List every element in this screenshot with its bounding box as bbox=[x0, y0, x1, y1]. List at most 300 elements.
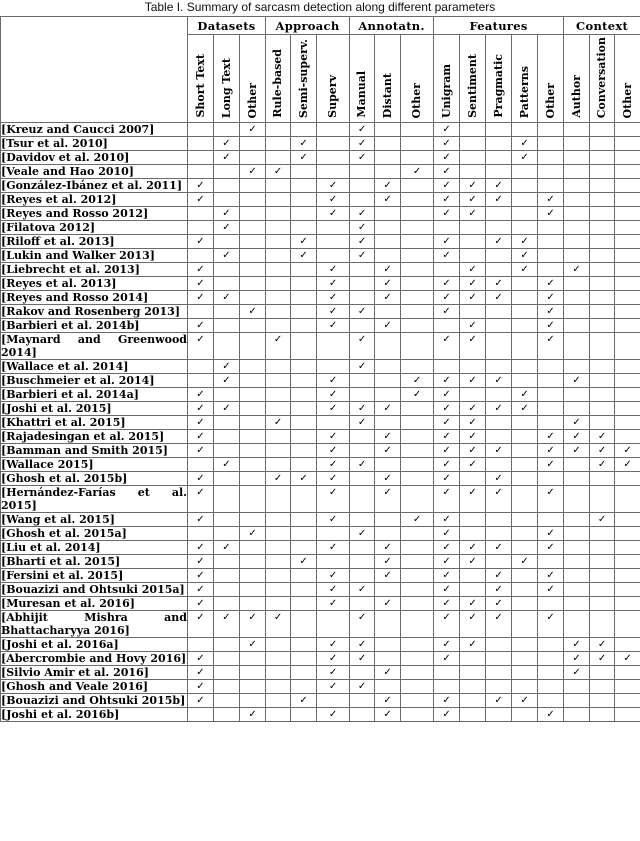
check-cell bbox=[266, 611, 291, 638]
check-cell bbox=[401, 652, 434, 666]
column-header-label: Rule-based bbox=[271, 49, 285, 118]
check-cell bbox=[317, 221, 350, 235]
check-cell bbox=[434, 597, 460, 611]
check-cell bbox=[564, 694, 590, 708]
check-cell bbox=[214, 694, 240, 708]
reference-cell: [Fersini et al. 2015] bbox=[1, 569, 188, 583]
check-cell bbox=[266, 555, 291, 569]
check-cell bbox=[350, 569, 375, 583]
check-cell bbox=[460, 597, 486, 611]
reference-cell: [Joshi et al. 2015] bbox=[1, 402, 188, 416]
check-cell bbox=[434, 333, 460, 360]
group-header-approach: Approach bbox=[266, 17, 350, 35]
check-cell bbox=[460, 179, 486, 193]
checkmark-icon: ✓ bbox=[273, 612, 283, 623]
check-cell bbox=[564, 597, 590, 611]
checkmark-icon: ✓ bbox=[546, 208, 555, 219]
check-cell bbox=[460, 360, 486, 374]
checkmark-icon: ✓ bbox=[572, 653, 581, 664]
check-cell bbox=[350, 680, 375, 694]
checkmark-icon: ✓ bbox=[383, 180, 392, 191]
checkmark-icon: ✓ bbox=[222, 208, 231, 219]
check-cell bbox=[240, 569, 266, 583]
check-cell bbox=[512, 416, 538, 430]
table-row bbox=[1, 207, 640, 221]
check-cell bbox=[375, 416, 401, 430]
check-cell bbox=[375, 583, 401, 597]
check-cell bbox=[538, 416, 564, 430]
check-cell bbox=[564, 680, 590, 694]
check-cell bbox=[590, 597, 615, 611]
check-cell bbox=[291, 165, 317, 179]
check-cell bbox=[350, 179, 375, 193]
check-cell bbox=[434, 611, 460, 638]
checkmark-icon: ✓ bbox=[546, 612, 555, 623]
table-row bbox=[1, 666, 640, 680]
checkmark-icon: ✓ bbox=[383, 695, 392, 706]
check-cell bbox=[538, 638, 564, 652]
checkmark-icon: ✓ bbox=[328, 208, 338, 219]
check-cell bbox=[590, 555, 615, 569]
check-cell bbox=[375, 430, 401, 444]
check-cell bbox=[214, 374, 240, 388]
check-cell bbox=[460, 458, 486, 472]
check-cell bbox=[375, 193, 401, 207]
check-cell bbox=[375, 277, 401, 291]
checkmark-icon: ✓ bbox=[357, 152, 367, 163]
check-cell bbox=[434, 472, 460, 486]
check-cell bbox=[291, 137, 317, 151]
check-cell bbox=[240, 402, 266, 416]
column-header-label: Sentiment bbox=[465, 54, 479, 118]
check-cell bbox=[214, 513, 240, 527]
check-cell bbox=[512, 597, 538, 611]
check-cell bbox=[564, 486, 590, 513]
column-header bbox=[486, 35, 512, 123]
check-cell bbox=[401, 416, 434, 430]
checkmark-icon: ✓ bbox=[328, 584, 338, 595]
check-cell bbox=[434, 666, 460, 680]
check-cell bbox=[317, 207, 350, 221]
check-cell bbox=[486, 291, 512, 305]
check-cell bbox=[240, 263, 266, 277]
check-cell bbox=[460, 151, 486, 165]
check-cell bbox=[434, 402, 460, 416]
check-cell bbox=[291, 235, 317, 249]
check-cell bbox=[240, 249, 266, 263]
table-row bbox=[1, 221, 640, 235]
table-row bbox=[1, 137, 640, 151]
check-cell bbox=[486, 541, 512, 555]
check-cell bbox=[317, 235, 350, 249]
column-header bbox=[564, 35, 590, 123]
check-cell bbox=[214, 652, 240, 666]
group-header-annotatn: Annotatn. bbox=[350, 17, 434, 35]
check-cell bbox=[214, 708, 240, 722]
table-row bbox=[1, 583, 640, 597]
check-cell bbox=[188, 333, 214, 360]
check-cell bbox=[240, 666, 266, 680]
check-cell bbox=[460, 694, 486, 708]
checkmark-icon: ✓ bbox=[357, 417, 367, 428]
table-body bbox=[1, 123, 640, 722]
check-cell bbox=[214, 305, 240, 319]
check-cell bbox=[266, 541, 291, 555]
checkmark-icon: ✓ bbox=[597, 514, 607, 525]
check-cell bbox=[214, 291, 240, 305]
check-cell bbox=[590, 235, 615, 249]
check-cell bbox=[486, 137, 512, 151]
table-row bbox=[1, 179, 640, 193]
check-cell bbox=[240, 597, 266, 611]
check-cell bbox=[214, 263, 240, 277]
check-cell bbox=[615, 402, 640, 416]
check-cell bbox=[564, 513, 590, 527]
check-cell bbox=[486, 165, 512, 179]
check-cell bbox=[188, 137, 214, 151]
check-cell bbox=[564, 151, 590, 165]
check-cell bbox=[434, 583, 460, 597]
check-cell bbox=[350, 151, 375, 165]
check-cell bbox=[317, 360, 350, 374]
check-cell bbox=[375, 402, 401, 416]
check-cell bbox=[434, 165, 460, 179]
check-cell bbox=[188, 527, 214, 541]
checkmark-icon: ✓ bbox=[623, 445, 632, 456]
checkmark-icon: ✓ bbox=[520, 152, 529, 163]
check-cell bbox=[291, 555, 317, 569]
check-cell bbox=[214, 235, 240, 249]
table-row bbox=[1, 402, 640, 416]
check-cell bbox=[188, 235, 214, 249]
reference-cell: [Kreuz and Caucci 2007] bbox=[1, 123, 188, 137]
checkmark-icon: ✓ bbox=[222, 152, 231, 163]
check-cell bbox=[401, 221, 434, 235]
checkmark-icon: ✓ bbox=[546, 542, 555, 553]
check-cell bbox=[214, 319, 240, 333]
check-cell bbox=[615, 680, 640, 694]
check-cell bbox=[317, 486, 350, 513]
check-cell bbox=[401, 235, 434, 249]
check-cell bbox=[291, 291, 317, 305]
check-cell bbox=[188, 179, 214, 193]
checkmark-icon: ✓ bbox=[412, 375, 422, 386]
reference-cell: [Ghosh et al. 2015a] bbox=[1, 527, 188, 541]
check-cell bbox=[401, 193, 434, 207]
check-cell bbox=[564, 165, 590, 179]
check-cell bbox=[564, 666, 590, 680]
check-cell bbox=[350, 611, 375, 638]
check-cell bbox=[375, 151, 401, 165]
check-cell bbox=[188, 569, 214, 583]
check-cell bbox=[350, 207, 375, 221]
check-cell bbox=[266, 458, 291, 472]
check-cell bbox=[512, 221, 538, 235]
check-cell bbox=[590, 123, 615, 137]
check-cell bbox=[564, 263, 590, 277]
check-cell bbox=[266, 165, 291, 179]
checkmark-icon: ✓ bbox=[468, 194, 477, 205]
check-cell bbox=[350, 472, 375, 486]
check-cell bbox=[615, 541, 640, 555]
check-cell bbox=[486, 277, 512, 291]
check-cell bbox=[512, 179, 538, 193]
check-cell bbox=[460, 193, 486, 207]
check-cell bbox=[350, 541, 375, 555]
table-row bbox=[1, 165, 640, 179]
table-row bbox=[1, 360, 640, 374]
checkmark-icon: ✓ bbox=[383, 320, 392, 331]
check-cell bbox=[486, 360, 512, 374]
check-cell bbox=[512, 360, 538, 374]
check-cell bbox=[401, 638, 434, 652]
check-cell bbox=[266, 569, 291, 583]
check-cell bbox=[434, 638, 460, 652]
check-cell bbox=[266, 444, 291, 458]
checkmark-icon: ✓ bbox=[546, 487, 555, 498]
table-row bbox=[1, 430, 640, 444]
check-cell bbox=[564, 291, 590, 305]
checkmark-icon: ✓ bbox=[494, 487, 503, 498]
checkmark-icon: ✓ bbox=[248, 124, 257, 135]
checkmark-icon: ✓ bbox=[383, 278, 392, 289]
checkmark-icon: ✓ bbox=[494, 570, 503, 581]
checkmark-icon: ✓ bbox=[328, 292, 338, 303]
checkmark-icon: ✓ bbox=[383, 445, 392, 456]
checkmark-icon: ✓ bbox=[357, 639, 367, 650]
reference-cell: [Buschmeier et al. 2014] bbox=[1, 374, 188, 388]
check-cell bbox=[486, 221, 512, 235]
check-cell bbox=[460, 123, 486, 137]
check-cell bbox=[615, 277, 640, 291]
reference-cell: [Reyes et al. 2013] bbox=[1, 277, 188, 291]
check-cell bbox=[590, 541, 615, 555]
check-cell bbox=[317, 694, 350, 708]
check-cell bbox=[486, 458, 512, 472]
check-cell bbox=[317, 444, 350, 458]
check-cell bbox=[615, 235, 640, 249]
checkmark-icon: ✓ bbox=[196, 292, 205, 303]
check-cell bbox=[214, 179, 240, 193]
check-cell bbox=[538, 430, 564, 444]
check-cell bbox=[375, 513, 401, 527]
check-cell bbox=[240, 151, 266, 165]
check-cell bbox=[266, 374, 291, 388]
check-cell bbox=[538, 486, 564, 513]
check-cell bbox=[240, 583, 266, 597]
check-cell bbox=[188, 123, 214, 137]
check-cell bbox=[266, 694, 291, 708]
checkmark-icon: ✓ bbox=[328, 306, 338, 317]
table-row bbox=[1, 708, 640, 722]
table-row bbox=[1, 611, 640, 638]
check-cell bbox=[240, 291, 266, 305]
checkmark-icon: ✓ bbox=[623, 459, 632, 470]
table-row bbox=[1, 569, 640, 583]
checkmark-icon: ✓ bbox=[597, 445, 607, 456]
check-cell bbox=[486, 430, 512, 444]
check-cell bbox=[214, 249, 240, 263]
check-cell bbox=[350, 305, 375, 319]
check-cell bbox=[188, 360, 214, 374]
check-cell bbox=[564, 374, 590, 388]
checkmark-icon: ✓ bbox=[328, 639, 338, 650]
check-cell bbox=[538, 402, 564, 416]
checkmark-icon: ✓ bbox=[196, 445, 205, 456]
check-cell bbox=[317, 319, 350, 333]
checkmark-icon: ✓ bbox=[468, 292, 477, 303]
checkmark-icon: ✓ bbox=[328, 473, 338, 484]
check-cell bbox=[266, 666, 291, 680]
checkmark-icon: ✓ bbox=[546, 584, 555, 595]
checkmark-icon: ✓ bbox=[546, 459, 555, 470]
checkmark-icon: ✓ bbox=[328, 264, 338, 275]
checkmark-icon: ✓ bbox=[442, 612, 451, 623]
check-cell bbox=[401, 179, 434, 193]
checkmark-icon: ✓ bbox=[546, 306, 555, 317]
check-cell bbox=[615, 708, 640, 722]
check-cell bbox=[240, 207, 266, 221]
check-cell bbox=[401, 458, 434, 472]
check-cell bbox=[564, 416, 590, 430]
check-cell bbox=[350, 291, 375, 305]
check-cell bbox=[401, 151, 434, 165]
check-cell bbox=[512, 708, 538, 722]
checkmark-icon: ✓ bbox=[442, 473, 451, 484]
column-header bbox=[512, 35, 538, 123]
checkmark-icon: ✓ bbox=[248, 709, 257, 720]
check-cell bbox=[350, 221, 375, 235]
check-cell bbox=[188, 221, 214, 235]
check-cell bbox=[434, 277, 460, 291]
checkmark-icon: ✓ bbox=[494, 403, 503, 414]
checkmark-icon: ✓ bbox=[196, 653, 205, 664]
check-cell bbox=[615, 430, 640, 444]
checkmark-icon: ✓ bbox=[328, 180, 338, 191]
checkmark-icon: ✓ bbox=[357, 584, 367, 595]
checkmark-icon: ✓ bbox=[442, 487, 451, 498]
check-cell bbox=[460, 249, 486, 263]
check-cell bbox=[317, 527, 350, 541]
check-cell bbox=[538, 388, 564, 402]
check-cell bbox=[266, 235, 291, 249]
check-cell bbox=[266, 486, 291, 513]
check-cell bbox=[375, 597, 401, 611]
checkmark-icon: ✓ bbox=[299, 152, 308, 163]
checkmark-icon: ✓ bbox=[328, 598, 338, 609]
check-cell bbox=[460, 402, 486, 416]
check-cell bbox=[434, 249, 460, 263]
check-cell bbox=[240, 416, 266, 430]
column-header-label: Other bbox=[620, 82, 634, 118]
check-cell bbox=[401, 277, 434, 291]
checkmark-icon: ✓ bbox=[196, 556, 205, 567]
check-cell bbox=[512, 374, 538, 388]
checkmark-icon: ✓ bbox=[494, 584, 503, 595]
check-cell bbox=[615, 291, 640, 305]
check-cell bbox=[317, 555, 350, 569]
check-cell bbox=[512, 263, 538, 277]
checkmark-icon: ✓ bbox=[196, 264, 205, 275]
check-cell bbox=[434, 305, 460, 319]
check-cell bbox=[590, 638, 615, 652]
check-cell bbox=[512, 472, 538, 486]
check-cell bbox=[615, 137, 640, 151]
check-cell bbox=[590, 277, 615, 291]
check-cell bbox=[434, 444, 460, 458]
check-cell bbox=[538, 652, 564, 666]
check-cell bbox=[240, 193, 266, 207]
checkmark-icon: ✓ bbox=[442, 639, 451, 650]
reference-cell: [Barbieri et al. 2014a] bbox=[1, 388, 188, 402]
check-cell bbox=[590, 151, 615, 165]
checkmark-icon: ✓ bbox=[357, 208, 367, 219]
check-cell bbox=[291, 193, 317, 207]
check-cell bbox=[434, 680, 460, 694]
check-cell bbox=[538, 374, 564, 388]
check-cell bbox=[460, 263, 486, 277]
check-cell bbox=[564, 360, 590, 374]
checkmark-icon: ✓ bbox=[222, 222, 231, 233]
column-header-label: Other bbox=[410, 82, 424, 118]
check-cell bbox=[240, 527, 266, 541]
table-row bbox=[1, 597, 640, 611]
check-cell bbox=[266, 249, 291, 263]
checkmark-icon: ✓ bbox=[442, 459, 451, 470]
checkmark-icon: ✓ bbox=[196, 695, 205, 706]
check-cell bbox=[590, 430, 615, 444]
checkmark-icon: ✓ bbox=[468, 208, 477, 219]
check-cell bbox=[188, 291, 214, 305]
check-cell bbox=[401, 472, 434, 486]
check-cell bbox=[401, 207, 434, 221]
checkmark-icon: ✓ bbox=[468, 334, 477, 345]
check-cell bbox=[460, 583, 486, 597]
check-cell bbox=[214, 458, 240, 472]
check-cell bbox=[188, 458, 214, 472]
check-cell bbox=[350, 235, 375, 249]
check-cell bbox=[512, 193, 538, 207]
check-cell bbox=[590, 333, 615, 360]
checkmark-icon: ✓ bbox=[468, 417, 477, 428]
check-cell bbox=[240, 388, 266, 402]
check-cell bbox=[434, 263, 460, 277]
check-cell bbox=[615, 416, 640, 430]
check-cell bbox=[188, 472, 214, 486]
checkmark-icon: ✓ bbox=[383, 667, 392, 678]
check-cell bbox=[401, 165, 434, 179]
column-header bbox=[615, 35, 640, 123]
check-cell bbox=[317, 611, 350, 638]
check-cell bbox=[350, 388, 375, 402]
checkmark-icon: ✓ bbox=[357, 653, 367, 664]
checkmark-icon: ✓ bbox=[468, 612, 477, 623]
check-cell bbox=[460, 277, 486, 291]
check-cell bbox=[375, 305, 401, 319]
checkmark-icon: ✓ bbox=[442, 250, 451, 261]
table-row bbox=[1, 527, 640, 541]
checkmark-icon: ✓ bbox=[222, 250, 231, 261]
checkmark-icon: ✓ bbox=[546, 278, 555, 289]
check-cell bbox=[564, 179, 590, 193]
check-cell bbox=[538, 263, 564, 277]
checkmark-icon: ✓ bbox=[597, 653, 607, 664]
checkmark-icon: ✓ bbox=[520, 556, 529, 567]
check-cell bbox=[615, 472, 640, 486]
check-cell bbox=[266, 597, 291, 611]
checkmark-icon: ✓ bbox=[328, 459, 338, 470]
check-cell bbox=[266, 416, 291, 430]
